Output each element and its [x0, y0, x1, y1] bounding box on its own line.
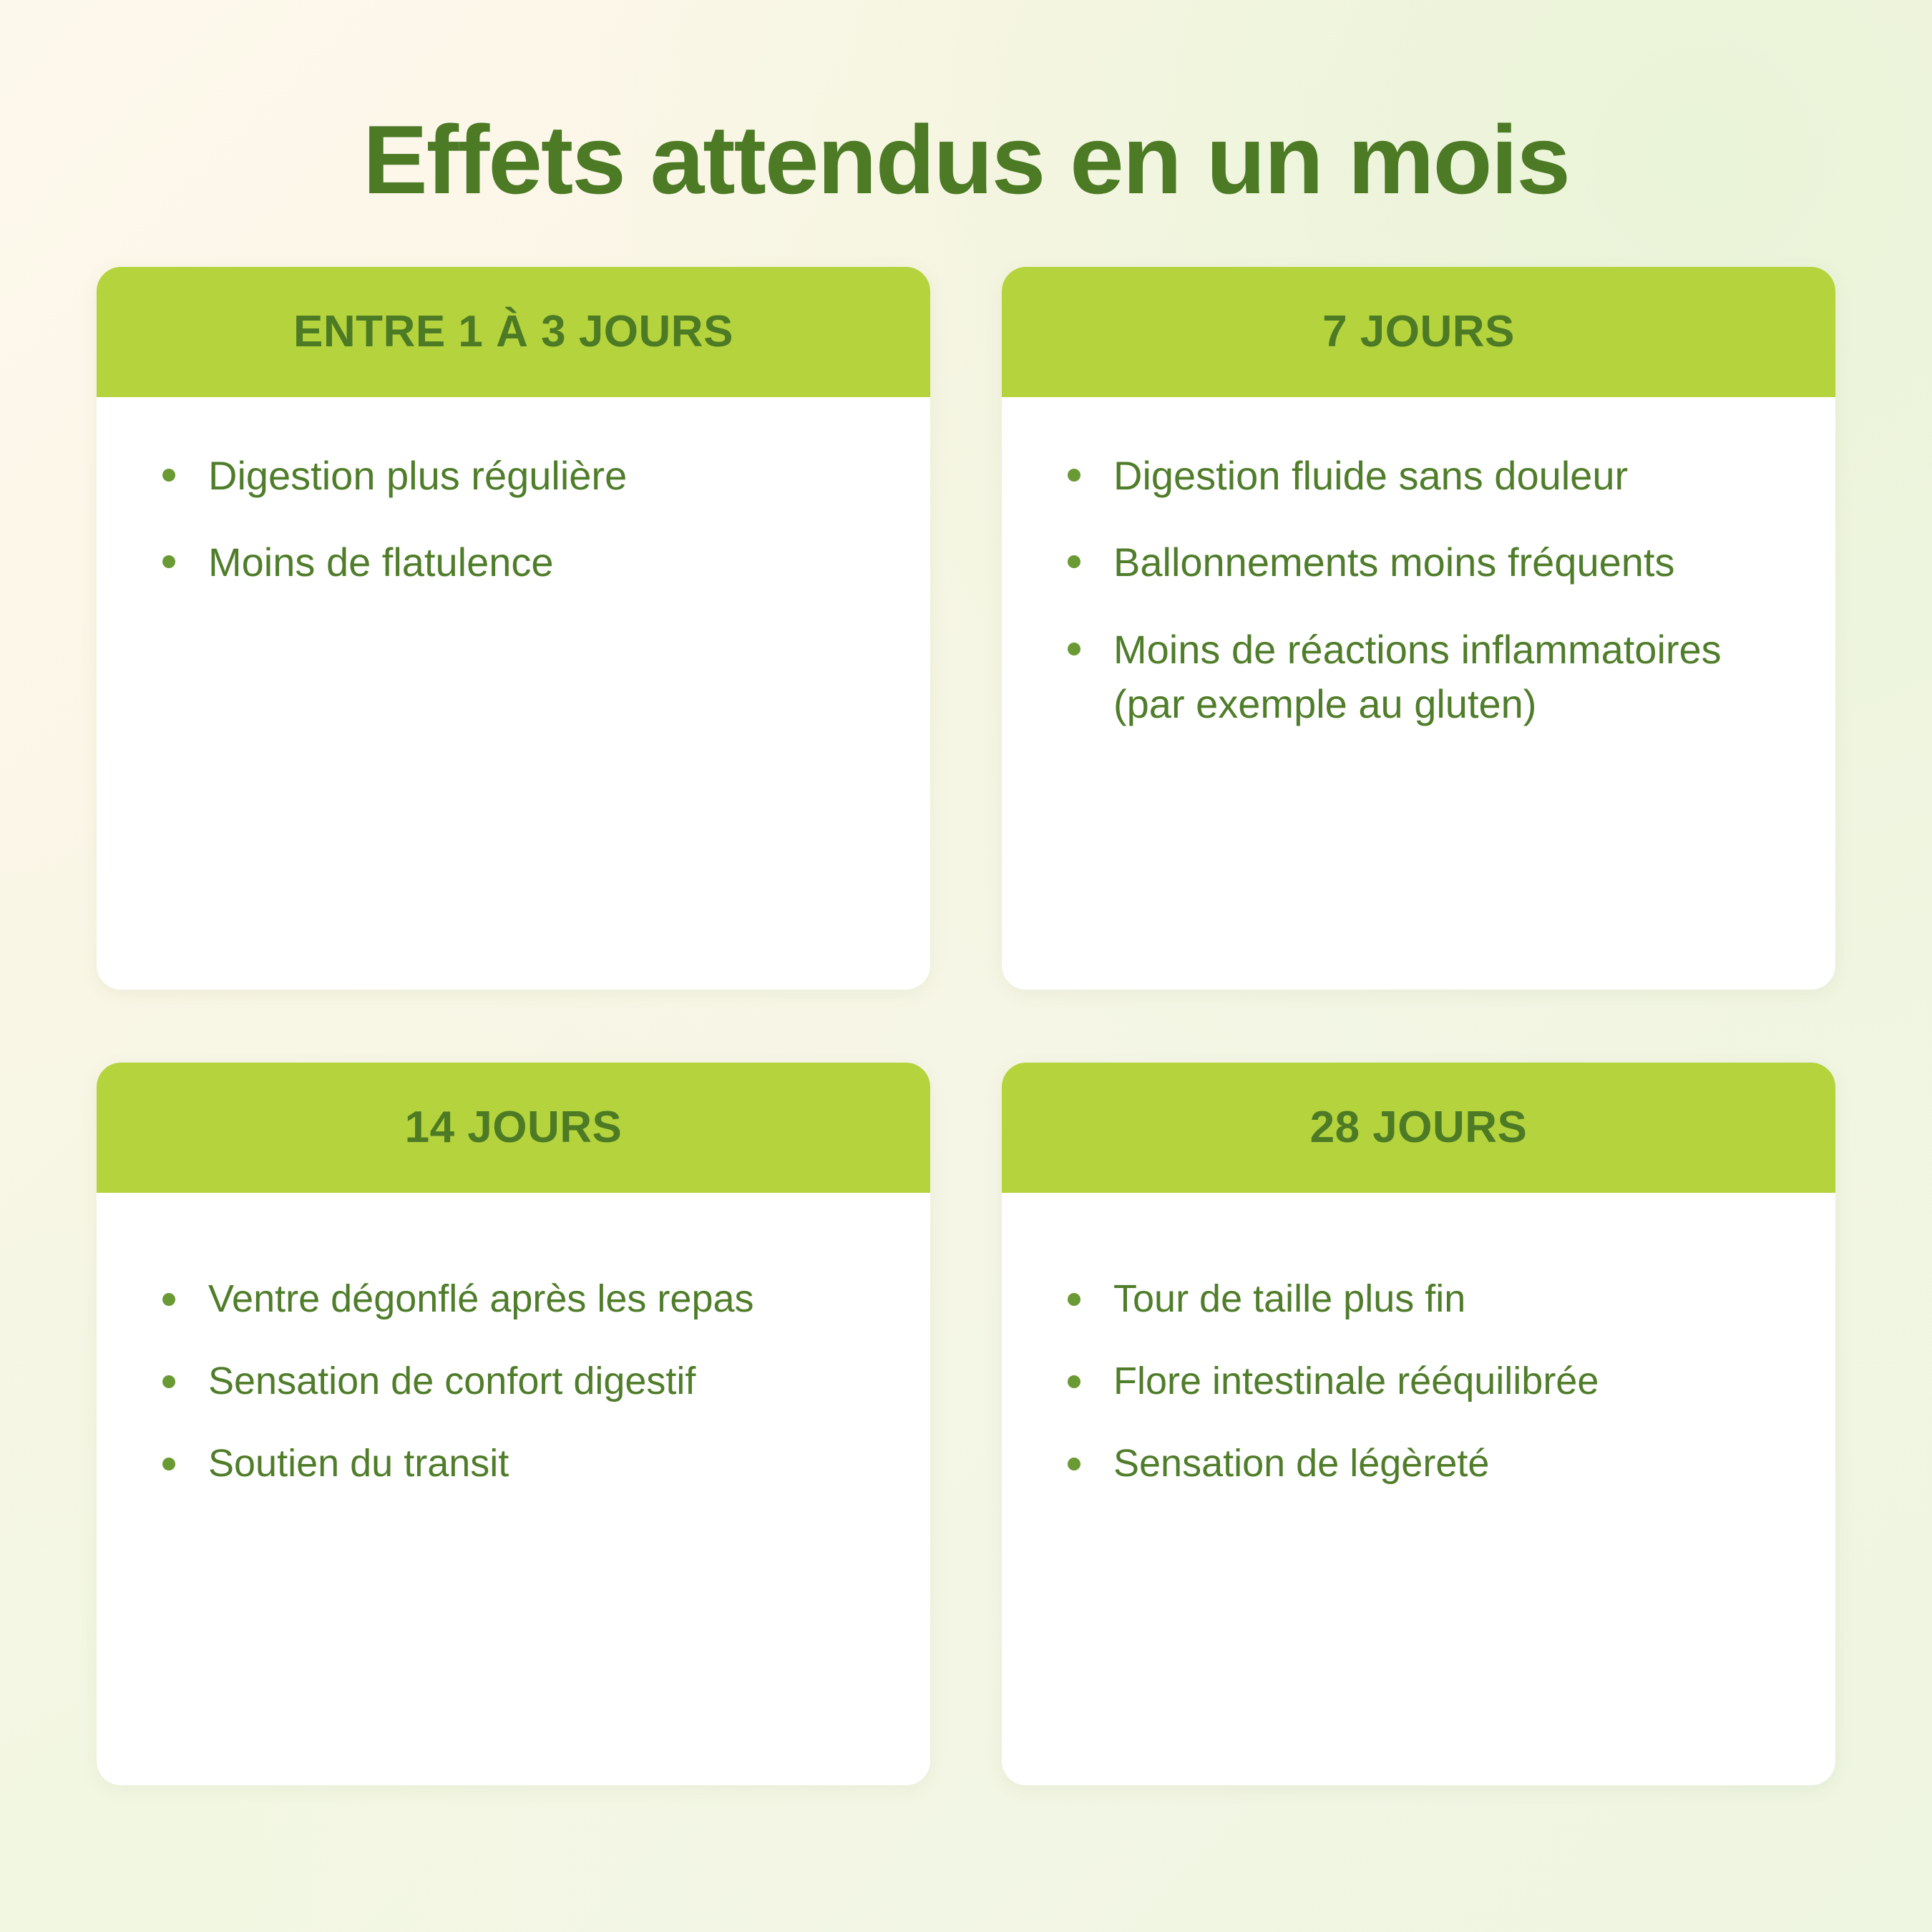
list-item: Ventre dégonflé après les repas: [152, 1273, 874, 1325]
list-item: Moins de flatulence: [152, 535, 874, 590]
card-body-28-jours: [1002, 1193, 1835, 1785]
card-header-7-jours: [1002, 267, 1835, 397]
card-7-jours: [1002, 267, 1835, 990]
list-item: Moins de réactions inflammatoires (par exemple au gluten): [1058, 623, 1780, 731]
card-body-7-jours: [1002, 397, 1835, 990]
list-item: Sensation de confort digestif: [152, 1355, 874, 1407]
card-header-1-3-jours: [97, 267, 930, 397]
card-1-3-jours: [97, 267, 930, 990]
card-header-label: 7 JOURS: [1322, 307, 1515, 357]
list-item: Digestion fluide sans douleur: [1058, 449, 1780, 503]
effects-list: [1058, 1273, 1780, 1490]
list-item: Digestion plus régulière: [152, 449, 874, 503]
effects-list: [152, 1273, 874, 1490]
card-header-label: ENTRE 1 À 3 JOURS: [293, 307, 733, 357]
list-item: Tour de taille plus fin: [1058, 1273, 1780, 1325]
list-item: Flore intestinale rééquilibrée: [1058, 1355, 1780, 1407]
card-body-1-3-jours: [97, 397, 930, 990]
card-header-label: 28 JOURS: [1309, 1103, 1528, 1153]
list-item: Ballonnements moins fréquents: [1058, 535, 1780, 590]
page-title: Effets attendus en un mois: [363, 105, 1569, 214]
card-header-label: 14 JOURS: [404, 1103, 623, 1153]
effects-list: [152, 449, 874, 590]
list-item: Soutien du transit: [152, 1438, 874, 1490]
card-header-14-jours: [97, 1063, 930, 1193]
card-header-28-jours: [1002, 1063, 1835, 1193]
card-28-jours: [1002, 1063, 1835, 1785]
effects-list: [1058, 449, 1780, 731]
card-14-jours: [97, 1063, 930, 1785]
list-item: Sensation de légèreté: [1058, 1438, 1780, 1490]
card-body-14-jours: [97, 1193, 930, 1785]
timeline-card-grid: [97, 267, 1835, 1785]
